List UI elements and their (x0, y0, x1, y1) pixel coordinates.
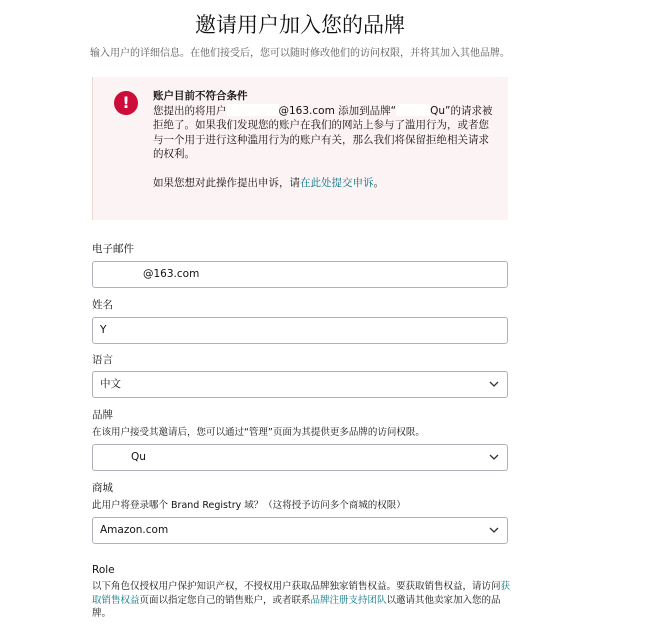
alert-message-part2: 添加到品牌“ (334, 104, 397, 117)
ineligible-alert (92, 77, 508, 220)
marketplace-select[interactable] (92, 517, 508, 544)
brand-support-link[interactable]: 品牌注册支持团队 (310, 594, 387, 606)
alert-appeal (153, 176, 495, 191)
chevron-down-icon (489, 453, 499, 461)
brand-hint: 在该用户接受其邀请后，您可以通过“管理”页面为其提供更多品牌的访问权限。 (92, 427, 425, 438)
role-text-1: 以下角色仅授权用户保护知识产权，不授权用户获取品牌独家销售权益。要获取销售权益，请访问 (92, 581, 501, 592)
email-field-value: @163.com (143, 268, 200, 280)
alert-heading: 账户目前不符合条件 (153, 90, 248, 102)
marketplace-selected: Amazon.com (100, 524, 169, 536)
brand-selected: Qu (131, 451, 146, 463)
role-description (92, 580, 512, 621)
name-field[interactable] (92, 317, 508, 344)
chevron-down-icon (489, 526, 499, 534)
alert-message-part1: 您提出的将用户 (153, 104, 227, 117)
marketplace-label: 商城 (92, 482, 113, 494)
redacted-email-block (227, 104, 279, 116)
appeal-suffix: 。 (373, 176, 384, 189)
alert-message (153, 104, 495, 162)
marketplace-hint: 此用户将登录哪个 Brand Registry 域？（这将授予访问多个商城的权限） (92, 500, 406, 511)
alert-message-brand: Qu (430, 104, 446, 117)
alert-message-email: @163.com (278, 104, 335, 117)
appeal-link[interactable]: 在此处提交申诉 (300, 176, 374, 189)
language-label: 语言 (92, 354, 113, 366)
alert-body (153, 89, 495, 190)
alert-message-part3: ”的请求被拒绝了。如果我们发现您的账户在我们的网站上参与了滥用行为，或者您与一个用于进行这种滥用行为的账户有关，那么我们将保留拒绝相关请求的权利。 (153, 104, 493, 160)
brand-label: 品牌 (92, 409, 113, 421)
role-text-3: 以邀请其他卖家加入您的品牌。 (92, 594, 501, 619)
language-select[interactable] (92, 371, 508, 398)
brand-select[interactable] (92, 444, 508, 471)
appeal-prefix: 如果您想对此操作提出申诉，请 (153, 176, 300, 189)
sales-rights-link[interactable]: 获取销售权益 (92, 581, 511, 606)
chevron-down-icon (489, 380, 499, 388)
exclamation-icon: ! (114, 91, 138, 115)
email-field[interactable] (92, 261, 508, 288)
name-field-value: Y (100, 324, 107, 336)
redacted-brand-block (396, 104, 430, 116)
name-label: 姓名 (92, 299, 113, 311)
page-subtitle: 输入用户的详细信息。在他们接受后，您可以随时修改他们的访问权限，并将其加入其他品牌。 (90, 48, 510, 59)
page-title: 邀请用户加入您的品牌 (195, 13, 405, 37)
email-label: 电子邮件 (92, 243, 134, 255)
role-label: Role (92, 564, 115, 576)
language-selected: 中文 (100, 378, 121, 390)
role-text-2: 页面以指定您自己的销售账户，或者联系 (139, 594, 311, 606)
